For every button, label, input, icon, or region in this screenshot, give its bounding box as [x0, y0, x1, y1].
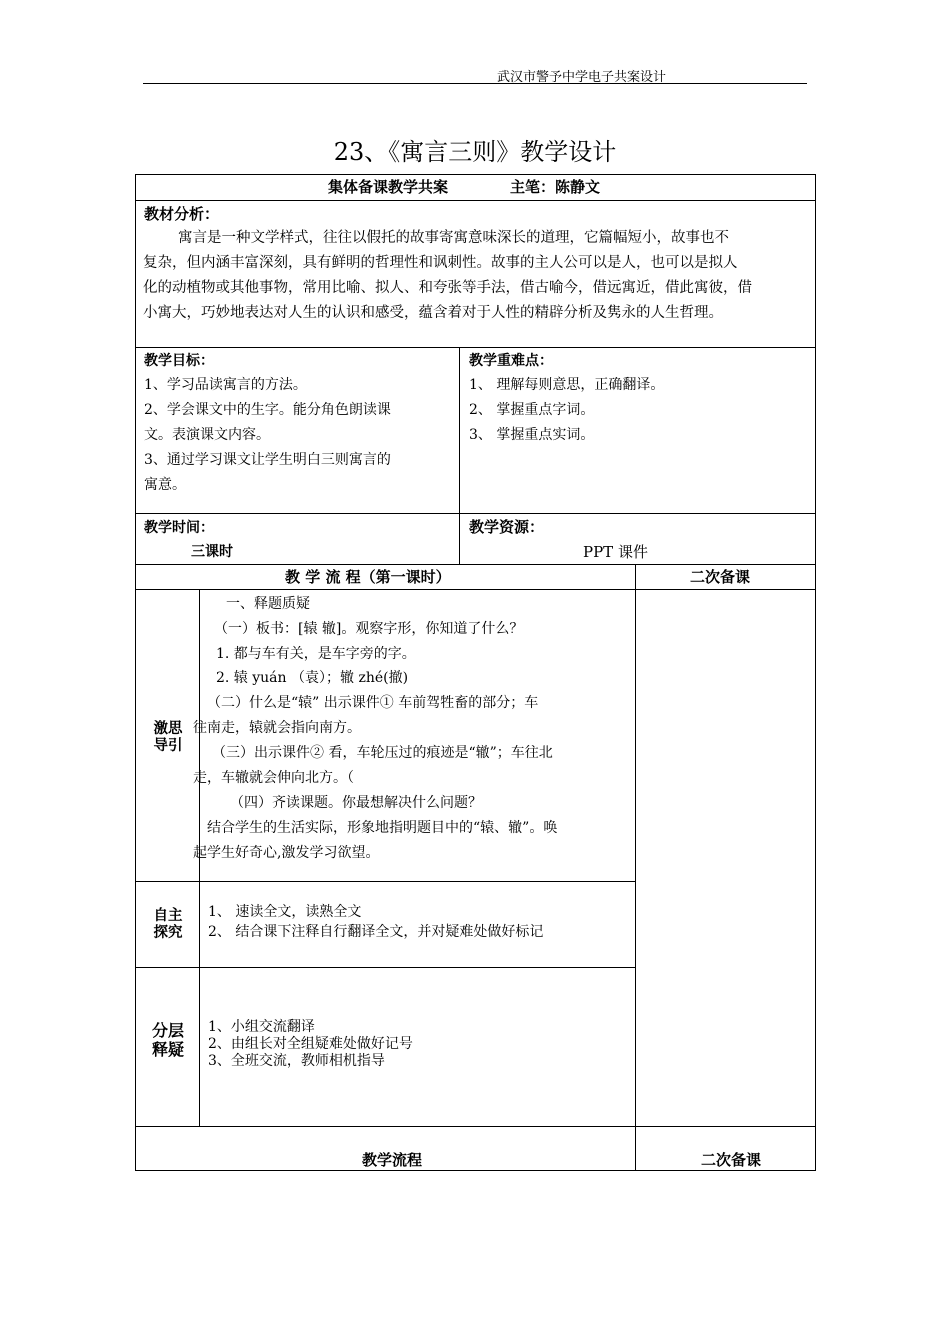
section1-line-8: 走，车辙就会伸向北方。（ [193, 770, 354, 786]
footer-second-prep-label: 二次备课 [701, 1151, 762, 1169]
section1-label-line-1: 激思 [153, 721, 183, 737]
footer-flow-label: 教学流程 [362, 1151, 423, 1169]
keypoints-heading: 教学重难点： [469, 353, 553, 369]
time-value: 三课时 [191, 544, 233, 560]
time-heading: 教学时间： [144, 520, 214, 536]
section2-line-2: 2、 结合课下注释自行翻译全文，并对疑难处做好标记 [208, 924, 544, 940]
keypoints-line-2: 2、 掌握重点字词。 [469, 402, 595, 418]
flow-header: 教 学 流 程（第一课时） [285, 568, 451, 586]
goals-heading: 教学目标： [144, 353, 214, 369]
analysis-heading: 教材分析： [144, 205, 220, 223]
section1-label-line-2: 导引 [153, 738, 183, 754]
section3-label-line-2: 释疑 [151, 1040, 184, 1059]
second-prep-header: 二次备课 [690, 568, 751, 586]
divider-row-6 [135, 881, 636, 882]
section2-line-1: 1、 速读全文，读熟全文 [208, 904, 362, 920]
section1-line-9: （四）齐读课题。你最想解决什么问题？ [230, 795, 482, 811]
section3-line-2: 2、由组长对全组疑难处做好记号 [208, 1036, 413, 1052]
analysis-line-2: 复杂，但内涵丰富深刻，具有鲜明的哲理性和讽刺性。故事的主人公可以是人，也可以是拟人 [143, 255, 738, 271]
divider-row-5 [135, 589, 816, 590]
divider-col-second [635, 564, 636, 1170]
collective-label: 集体备课教学共案 [328, 178, 449, 196]
keypoints-line-3: 3、 掌握重点实词。 [469, 427, 595, 443]
section1-line-3: 1. 都与车有关，是车字旁的字。 [216, 646, 416, 662]
divider-row-8 [135, 1126, 816, 1127]
section3-label [145, 1021, 191, 1059]
section2-label-line-1: 自主 [153, 908, 183, 924]
section3-line-1: 1、小组交流翻译 [208, 1019, 315, 1035]
section1-line-4: 2. 辕 yuán （袁）；辙 zhé(撤) [216, 670, 409, 686]
section2-label-line-2: 探究 [153, 925, 183, 941]
section1-line-2: （一）板书：[辕 辙]。观察字形，你知道了什么？ [214, 621, 524, 637]
goals-line-2: 2、学会课文中的生字。能分角色朗读课 [144, 402, 391, 418]
section3-label-line-1: 分层 [151, 1021, 184, 1040]
section1-line-6: 往南走，辕就会指向南方。 [193, 720, 361, 736]
section1-line-10: 结合学生的生活实际，形象地指明题目中的“辕、辙”。唤 [207, 820, 558, 836]
divider-col-mid [459, 347, 460, 564]
section1-line-5: （二）什么是“辕” 出示课件① 车前驾牲畜的部分；车 [207, 695, 539, 711]
section2-label [145, 908, 191, 942]
header-rule [143, 83, 807, 84]
goals-line-4: 3、通过学习课文让学生明白三则寓言的 [144, 452, 391, 468]
section1-line-1: 一、释题质疑 [226, 596, 310, 612]
goals-line-5: 寓意。 [144, 477, 186, 493]
section3-line-3: 3、全班交流，教师相机指导 [208, 1053, 385, 1069]
divider-row-3 [135, 513, 816, 514]
section1-line-11: 起学生好奇心,激发学习欲望。 [193, 845, 380, 861]
keypoints-line-1: 1、 理解每则意思，正确翻译。 [469, 377, 665, 393]
page-title: 23、《寓言三则》教学设计 [333, 138, 617, 166]
divider-row-1 [135, 200, 816, 201]
goals-line-3: 文。表演课文内容。 [144, 427, 270, 443]
section1-line-7: （三）出示课件② 看，车轮压过的痕迹是“辙”；车往北 [212, 745, 553, 761]
analysis-line-3: 化的动植物或其他事物，常用比喻、拟人、和夸张等手法，借古喻今，借远寓近，借此寓彼，借 [143, 280, 752, 296]
collective-author: 主笔：陈静文 [510, 178, 601, 196]
analysis-line-4: 小寓大，巧妙地表达对人生的认识和感受，蕴含着对于人性的精辟分析及隽永的人生哲理。 [143, 305, 723, 321]
header-school: 武汉市警予中学电子共案设计 [497, 70, 667, 85]
divider-row-2 [135, 347, 816, 348]
resources-heading: 教学资源： [469, 518, 545, 536]
resources-value: PPT 课件 [583, 543, 648, 561]
divider-row-7 [135, 967, 636, 968]
goals-line-1: 1、学习品读寓言的方法。 [144, 377, 307, 393]
section1-label [145, 721, 191, 755]
analysis-line-1: 寓言是一种文学样式，往往以假托的故事寄寓意味深长的道理，它篇幅短小，故事也不 [178, 230, 729, 246]
